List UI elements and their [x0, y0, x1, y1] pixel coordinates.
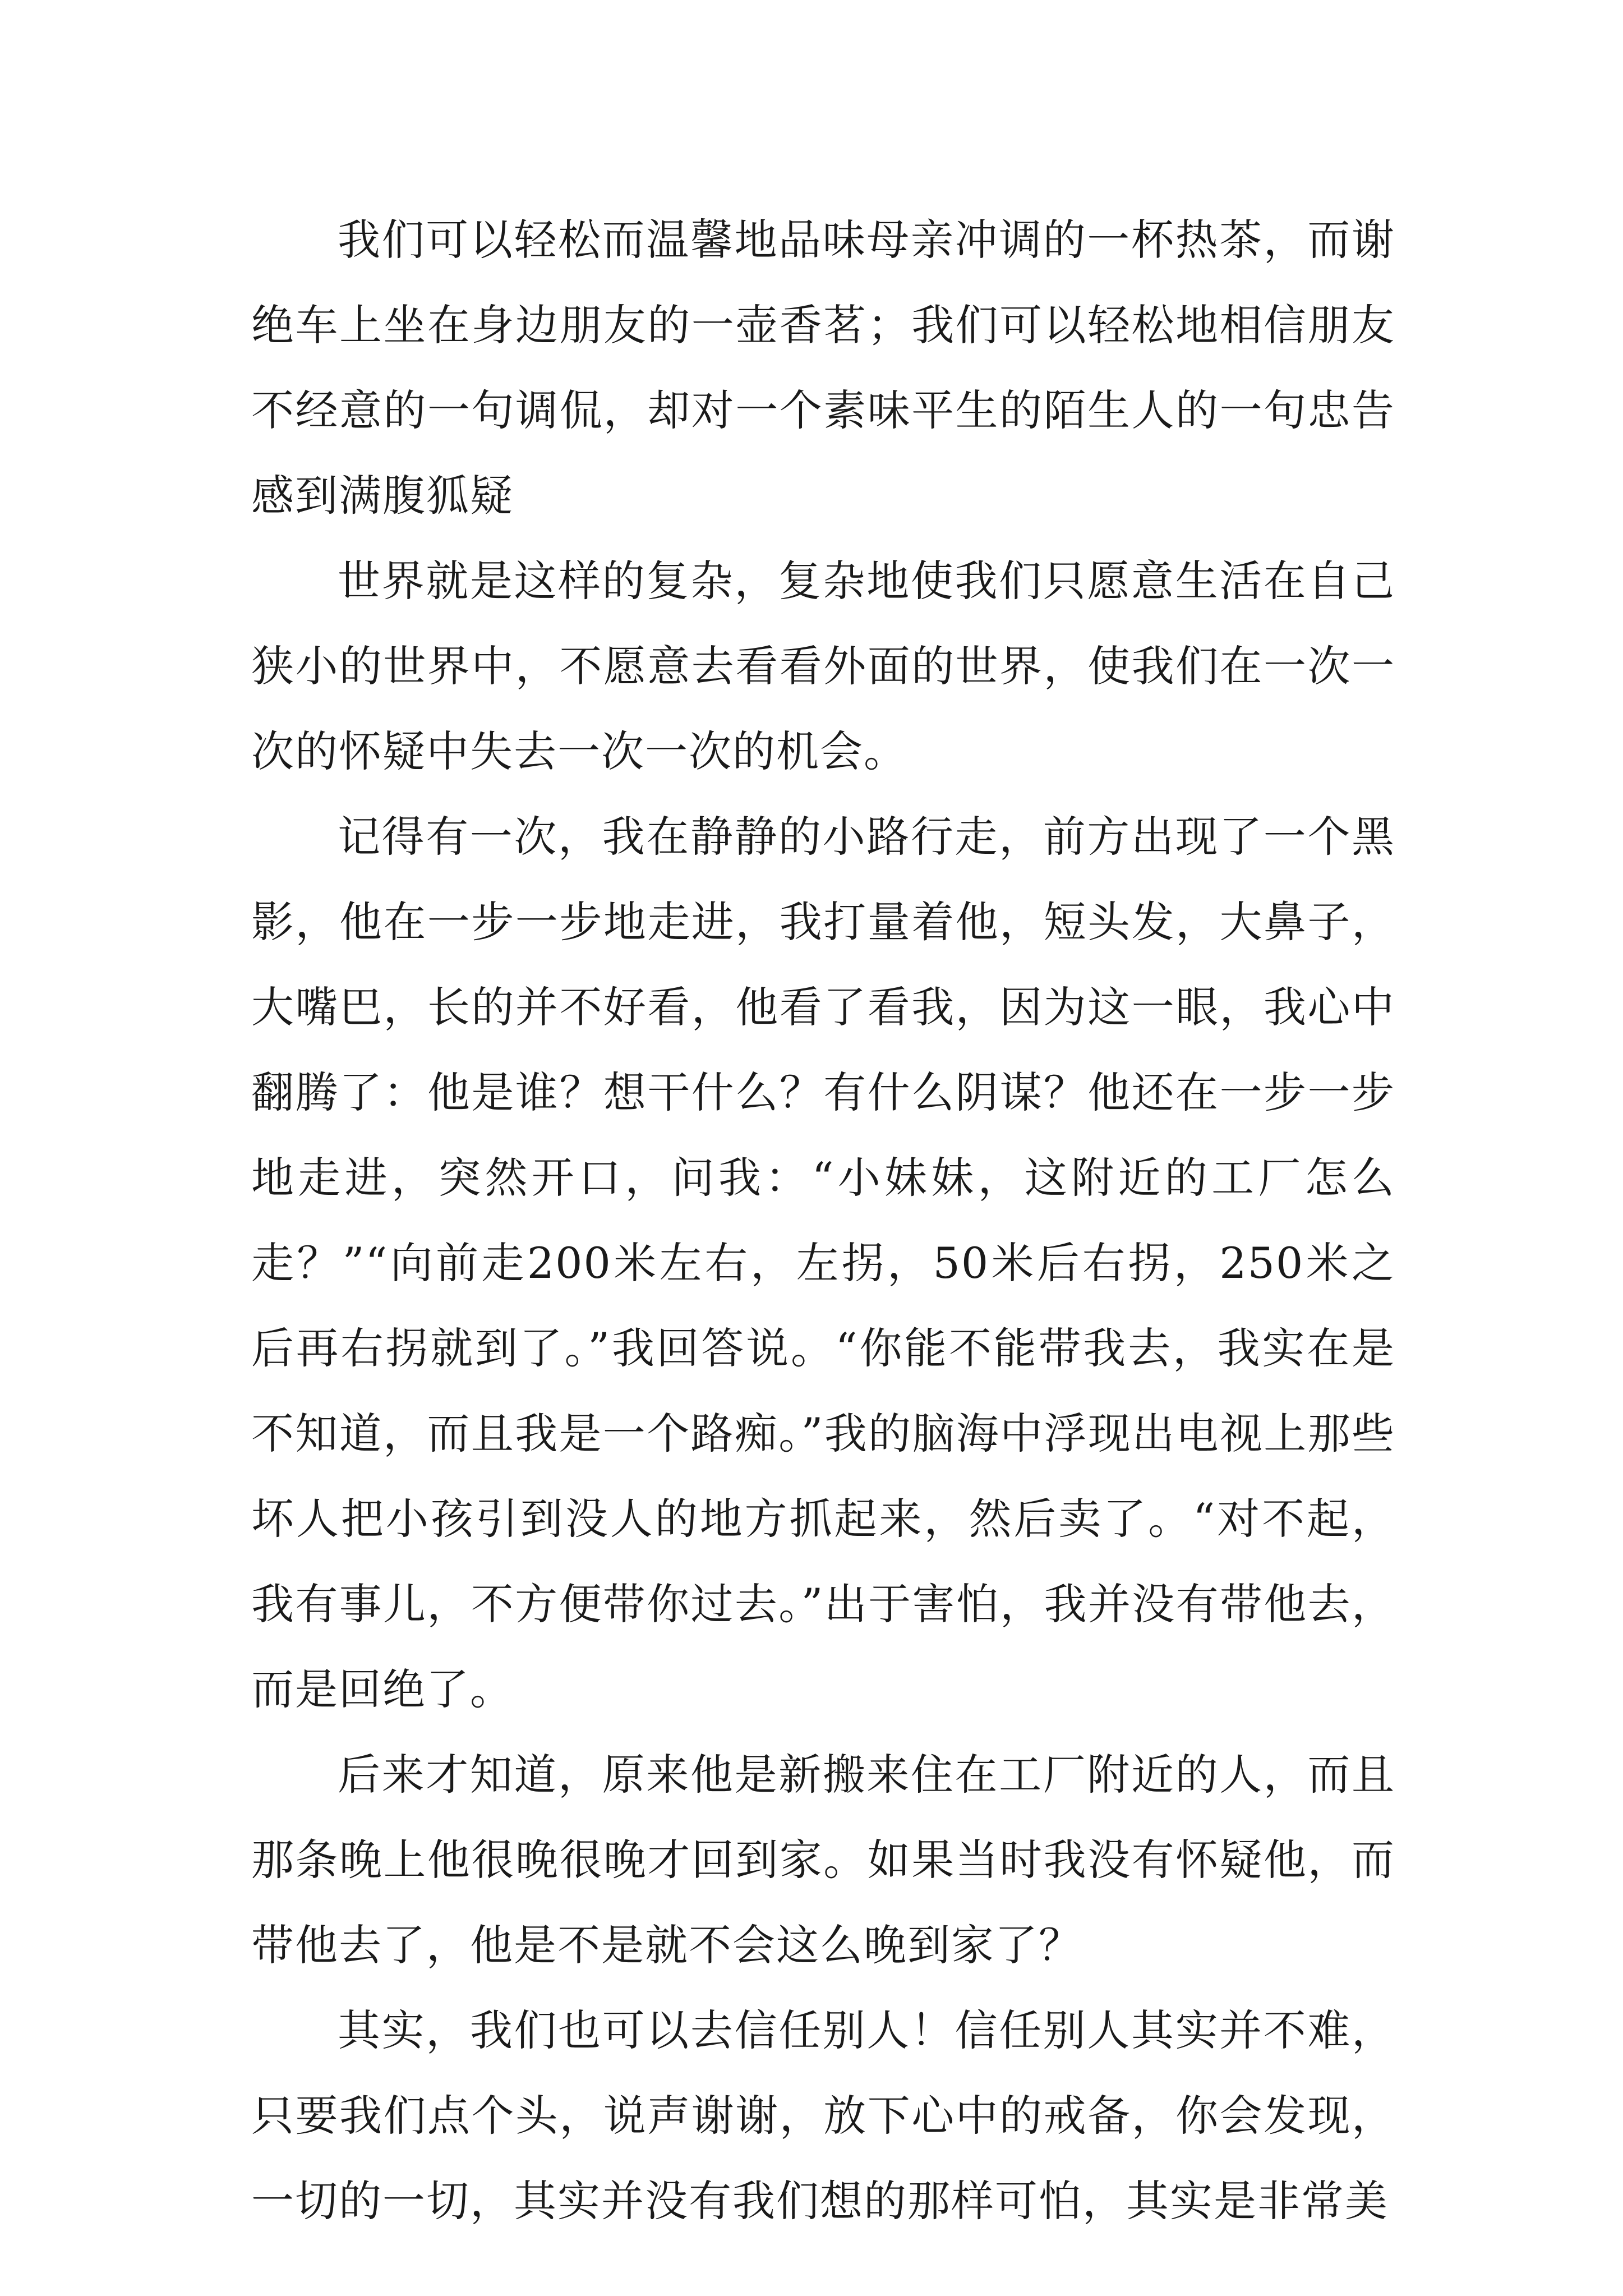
document-body — [251, 197, 1395, 2244]
paragraph-2: 世界就是这样的复杂，复杂地使我们只愿意生活在自己狭小的世界中，不愿意去看看外面的世界，使我们在一次一次的怀疑中失去一次一次的机会。 — [251, 556, 1395, 776]
paragraph-5: 其实，我们也可以去信任别人！信任别人其实并不难，只要我们点个头，说声谢谢，放下心中的戒备，你会发现，一切的一切，其实并没有我们想的那样可怕，其实是非常美 — [251, 2005, 1395, 2226]
paragraph-3: 记得有一次，我在静静的小路行走，前方出现了一个黑影，他在一步一步地走进，我打量着他，短头发，大鼻子，大嘴巴，长的并不好看，他看了看我，因为这一眼，我心中翻腾了：他是谁？想干什么？有什么阴谋？他还在一步一步地走进，突然开口，问我：“小妹妹，这附近的工厂怎么走？”“向前走200米左右，左拐，50米后右拐，250米之后再右拐就到了。”我回答说。“你能不能带我去，我实在是不知道，而且我是一个路痴。”我的脑海中浮现出电视上那些坏人把小孩引到没人的地方抓起来，然后卖了。“对不起，我有事儿，不方便带你过去。”出于害怕，我并没有带他去，而是回绝了。 — [251, 812, 1395, 1714]
paragraph-4: 后来才知道，原来他是新搬来住在工厂附近的人，而且那条晚上他很晚很晚才回到家。如果当时我没有怀疑他，而带他去了，他是不是就不会这么晚到家了？ — [251, 1750, 1395, 1970]
paragraph-1: 我们可以轻松而温馨地品味母亲冲调的一杯热茶，而谢绝车上坐在身边朋友的一壶香茗；我们可以轻松地相信朋友不经意的一句调侃，却对一个素味平生的陌生人的一句忠告感到满腹狐疑 — [251, 215, 1395, 521]
